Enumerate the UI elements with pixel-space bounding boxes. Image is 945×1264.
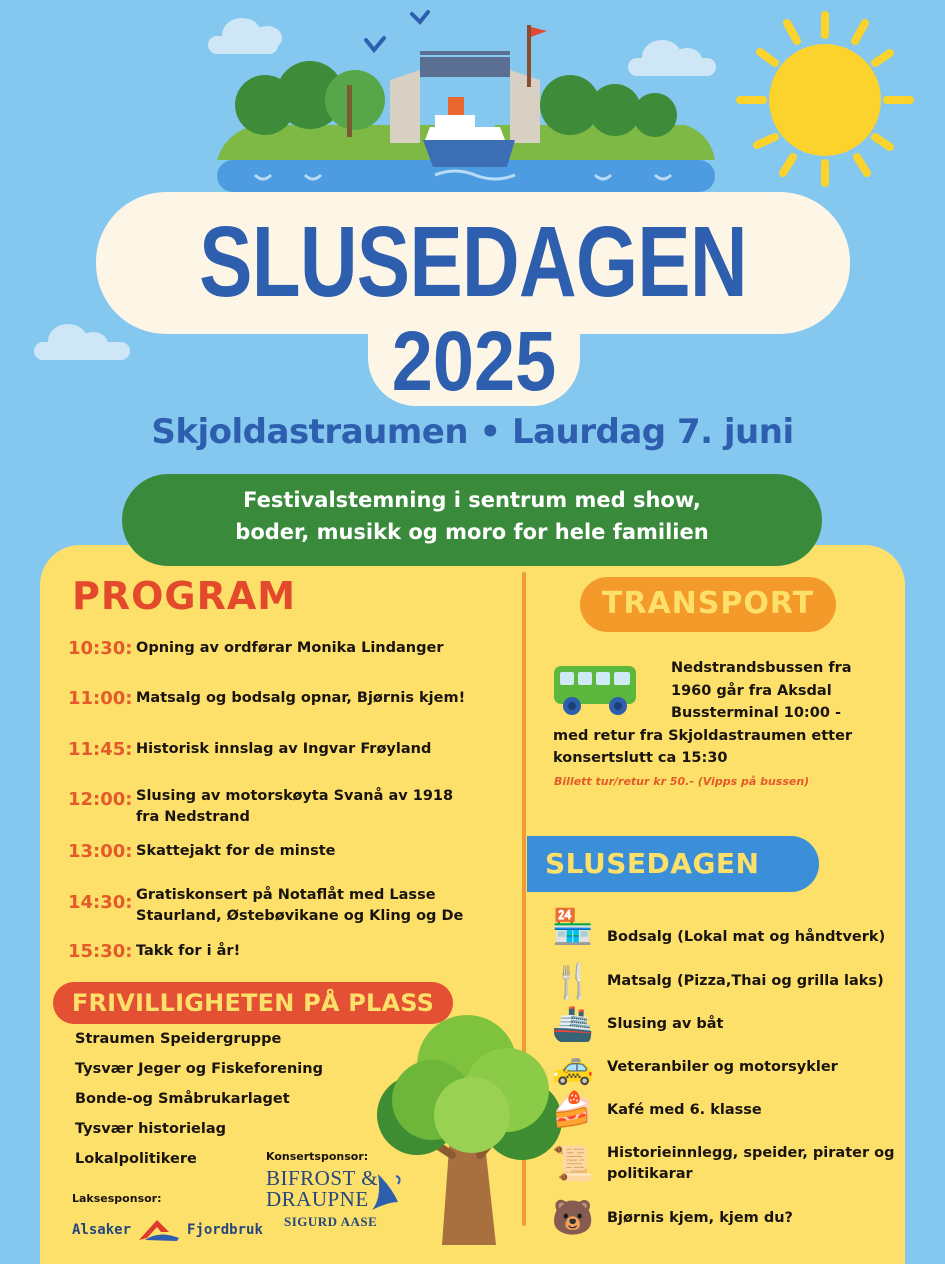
volunteers-heading: FRIVILLIGHETEN PÅ PLASS [71,989,435,1017]
tagline-line-1: Festivalstemning i sentrum med show, [243,488,701,512]
tagline-line-2: boder, musikk og moro for hele familien [235,520,709,544]
program-description: Gratiskonsert på Notaflåt med Lasse Staurland, Østebøvikane og Kling og De [136,887,464,924]
concert-sponsor-label: Konsertsponsor: [266,1150,369,1163]
tagline-text [122,484,822,548]
fjordbruk-text: Fjordbruk [187,1222,263,1238]
activity-item [545,958,884,1004]
activity-item [545,1001,723,1047]
program-time: 10:30: [68,638,133,659]
boat-icon: 🚢 [551,1004,595,1044]
activity-item [545,1195,793,1241]
volunteer-item: Tysvær Jeger og Fiskeforening [75,1061,323,1077]
fork-knife-icon: 🍴 [551,961,595,1001]
cake-icon: 🍰 [551,1090,595,1130]
sun-icon [735,5,915,190]
transport-line-1: Nedstrandsbussen fra [671,660,852,676]
bear-icon: 🐻 [551,1198,595,1238]
program-time: 14:30: [68,892,133,913]
tree-illustration [372,1005,567,1250]
market-stall-icon: 🏪 [551,907,595,947]
program-time: 11:00: [68,688,133,709]
event-title: SLUSEDAGEN [199,206,747,318]
program-description: Historisk innslag av Ingvar Frøyland [136,741,432,757]
program-item [68,941,476,963]
bus-icon [552,662,640,718]
activity-text: Bjørnis kjem, kjem du? [607,1209,793,1226]
program-time: 12:00: [68,789,133,810]
canal-lock-illustration [215,15,715,193]
program-heading: PROGRAM [72,574,297,618]
slusedagen-heading: SLUSEDAGEN [545,847,760,880]
program-description: Opning av ordførar Monika Lindanger [136,640,444,656]
program-item [68,841,476,863]
bifrost-line-2: DRAUPNE [266,1187,369,1211]
program-item [68,739,476,761]
alsaker-fjordbruk-logo [72,1218,263,1242]
volunteer-item: Bonde-og Småbrukarlaget [75,1091,290,1107]
transport-line-5: konsertslutt ca 15:30 [553,750,728,766]
event-year: 2025 [391,314,557,408]
program-item [68,688,476,710]
ticket-info: Billett tur/retur kr 50.- (Vipps på bussen) [554,775,810,788]
cloud-icon [34,342,130,360]
program-item [68,885,476,927]
activity-item [545,904,885,950]
alsaker-mountain-icon [137,1218,181,1242]
activity-text: Kafé med 6. klasse [607,1101,762,1118]
program-description: Takk for i år! [136,943,241,959]
transport-line-2: 1960 går fra Aksdal [671,683,832,699]
program-time: 11:45: [68,739,133,760]
activity-text: Veteranbiler og motorsykler [607,1058,838,1075]
program-description: Slusing av motorskøyta Svanå av 1918 fra Nedstrand [136,788,454,825]
activity-text: Bodsalg (Lokal mat og håndtverk) [607,928,886,945]
volunteer-item: Straumen Speidergruppe [75,1031,282,1047]
activity-item [545,1087,762,1133]
location-date: Skjoldastraumen • Laurdag 7. juni [151,412,794,452]
alsaker-text: Alsaker [72,1222,132,1238]
program-item [68,786,476,828]
activity-text: Historieinnlegg, speider, pirater og politikarar [607,1145,895,1182]
program-time: 13:00: [68,841,133,862]
activity-text: Slusing av båt [607,1015,724,1032]
program-item [68,638,476,660]
activity-item [545,1141,897,1187]
program-time: 15:30: [68,941,133,962]
program-description: Matsalg og bodsalg opnar, Bjørnis kjem! [136,690,466,706]
volunteer-item: Tysvær historielag [75,1121,227,1137]
salmon-sponsor-label: Laksesponsor: [72,1192,162,1205]
activity-text: Matsalg (Pizza,Thai og grilla laks) [607,972,884,989]
transport-line-3: Bussterminal 10:00 - [671,705,841,721]
scroll-fleur-de-lis-icon: 📜 [551,1144,595,1184]
bifrost-line-1: BIFROST & [266,1166,379,1190]
bifrost-line-3: SIGURD AASE [284,1214,378,1229]
car-icon: 🚕 [551,1047,595,1087]
program-description: Skattejakt for de minste [136,843,336,859]
transport-heading: TRANSPORT [601,586,815,621]
transport-line-4: med retur fra Skjoldastraumen etter [553,728,853,744]
volunteer-item: Lokalpolitikere [75,1151,197,1167]
activity-item [545,1044,838,1090]
